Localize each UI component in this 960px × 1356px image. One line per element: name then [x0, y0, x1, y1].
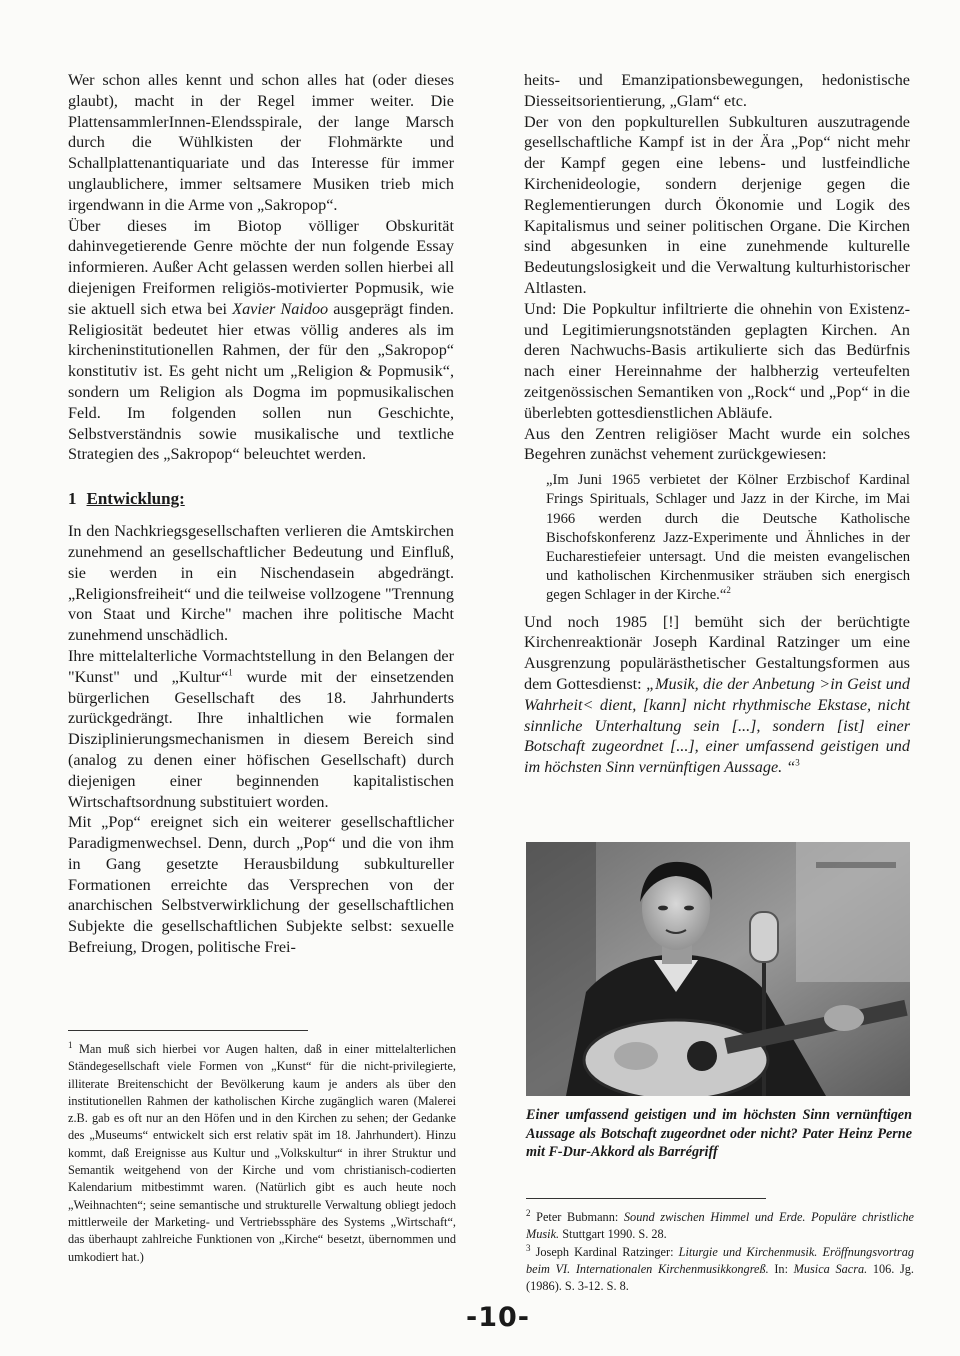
paragraph: In den Nachkriegsgesellschaften verlieren die Amtskirchen zunehmend an gesellschaftlicher Bedeutung und Einfluß, sie werden in ein Nischendasein abgedrängt. „Religionsfreiheit“ und die teilweise vollzogene "Trennung von Staat und Kirche" machen ihre politische Macht zunehmend unschädlich.	[68, 522, 454, 645]
footnotes-left	[68, 1030, 456, 1266]
paragraph: heits- und Emanzipationsbewegungen, hedonistische Diesseitsorientierung, „Glam“ etc.	[524, 71, 910, 110]
sound-hole-shape	[687, 1041, 717, 1071]
left-column	[68, 70, 454, 958]
artist-name: Xavier Naidoo	[232, 299, 329, 318]
quote-text: „Im Juni 1965 verbietet der Kölner Erzbischof Kardinal Frings Spirituals, Schlager und Jazz in der Kirche, im Mai 1966 werden durch die Deutsche Katholische Bischofskonferenz Jazz-Experimente und Ähnliches in der Eucharestiefeier untersagt. Und die meisten evangelischen und katholischen Kirchenmusiker sträuben sich energisch gegen Schlager in der Kirche.“	[546, 472, 910, 604]
text-span: Über dieses im Biotop völliger Obskurität dahinvegetierende Genre möchte der nun folgende Essay informieren. Außer Acht gelassen werden sollen hierbei all diejenigen Freiformen religiös-motivierter Popmusik, wie sie aktuell sich etwa bei	[68, 216, 454, 318]
photo-priest-with-guitar	[526, 842, 910, 1096]
text-span: Ihre mittelalterliche Vormachtstellung in den Belangen der "Kunst" und „Kultur“	[68, 646, 454, 686]
footnote-text: Peter Bubmann:	[530, 1210, 624, 1224]
section-number: 1	[68, 489, 77, 509]
paragraph: Und: Die Popkultur infiltrierte die ohnehin von Existenz- und Legitimierungsnotständen geplagten Kirchen. An deren Nachwuchs-Basis artikulierte sich das Bedürfnis nach einer Hereinnahme der halbherzig verteufelten zeitgenössischen Semantiken von „Rock“ und „Pop“ in die überlebten gottesdienstlichen Abläufe.	[524, 299, 910, 422]
footnote-number: 2	[526, 1207, 531, 1218]
text-span: Und noch 1985 [!] bemüht sich der berüchtigte Kirchenreaktionär Joseph Kardinal Ratzinger um eine Ausgrenzung populärästhetischer Gestaltungsformen aus dem Gottesdienst:	[524, 612, 910, 693]
right-column	[524, 70, 910, 778]
footnote-ref: 3	[795, 757, 800, 768]
paragraph	[68, 646, 454, 812]
journal-title: Musica Sacra.	[793, 1261, 868, 1276]
footnote-ref: 1	[228, 667, 233, 678]
lecture-title: Liturgie und Kirchenmusik. Eröffnungsvortrag beim VI. Internationalen Kirchenmusikkongreß.	[526, 1244, 914, 1276]
paragraph: Wer schon alles kennt und schon alles hat (oder dieses glaubt), macht in der Regel immer weiter. Die PlattensammlerInnen-Elendsspirale, der lange Marsch durch die Wühlkisten der Flohmärkte und Schallplattenantiquariate und das Interesse für immer unglaublichere, immer seltsamere Musiken trieb mich irgendwann in die Arme von „Sakropop“.	[68, 71, 454, 214]
text-span: wurde mit der einsetzenden bürgerlichen Gesellschaft des 18. Jahrhunderts zurückgedrängt. Ihre inhaltlichen wie formalen Disziplinierungsmechanismen in diesem Bereich sind (analog zu denen einer höfischen Gesellschaft) durch diejenigen einer beginnenden kapitalistischen Wirtschaftsordnung substituiert worden.	[68, 667, 454, 811]
footnote-ref: 2	[726, 585, 731, 596]
hand-shape	[824, 1005, 864, 1031]
footnote	[526, 1244, 914, 1296]
eye-shape	[658, 906, 668, 911]
footnote-divider	[526, 1198, 766, 1199]
section-title: Entwicklung:	[86, 489, 185, 509]
paragraph	[68, 216, 454, 466]
footnote-text: In:	[768, 1261, 794, 1276]
footnote-number: 1	[68, 1039, 73, 1050]
photo-illustration	[526, 842, 910, 1096]
paragraph: Mit „Pop“ ereignet sich ein weiterer gesellschaftlicher Paradigmenwechsel. Denn, durch „Pop“ und die von ihm in Gang gesetzte Herausbildung subkultureller Formationen erreichte das Versprechen von der anarchischen Selbstverwirklichung der gesellschaftlichen Subjekte die gesellschaftlichen Subjekte selbst: sexuelle Befreiung, Drogen, politische Frei-	[68, 813, 454, 957]
text-span: ausgeprägt finden. Religiosität bedeutet hier etwas völlig anderes als im kircheninstitutionellen Rahmen, der für den „Sakropop“ konstitutiv ist. Es geht nicht um „Religion & Popmusik“, sondern um Religion als Dogma im popmusikalischen Feld. Im folgenden sollen nun Geschichte, Selbstverständnis sowie musikalische und textliche Strategien des „Sakropop“ beleuchtet werden.	[68, 299, 454, 464]
book-title: Sound zwischen Himmel und Erde. Populäre christliche Musik.	[526, 1210, 914, 1242]
paragraph: Der von den popkulturellen Subkulturen auszutragende gesellschaftliche Kampf ist in der Ära „Pop“ nicht mehr der Kampf gegen eine lebens- und lustfeindliche Kirchenideologie, sondern derjenige gegen die Reglementierungen durch Ökonomie und Logik des Kapitalismus und seiner politischen Organe. Die Kirchen sind abgesunken in eine zunehmende kulturelle Bedeutungslosigkeit und die Verwaltung kulturhistorischer Altlasten.	[524, 112, 910, 297]
page-number: -10-	[466, 1302, 530, 1333]
footnote-divider	[68, 1030, 308, 1031]
paragraph: Aus den Zentren religiöser Macht wurde ein solches Begehren zunächst vehement zurückgewiesen:	[524, 424, 910, 464]
footnote	[526, 1209, 914, 1244]
section-heading	[68, 489, 454, 509]
eye-shape	[684, 906, 694, 911]
footnote-text: 106. Jg. (1986). S. 3-12. S. 8.	[526, 1261, 914, 1294]
footnotes-right	[526, 1198, 914, 1295]
footnote-number: 3	[526, 1242, 531, 1253]
footnote-text: Stuttgart 1990. S. 28.	[559, 1227, 667, 1242]
shelf-shape	[816, 862, 896, 868]
microphone-shape	[750, 912, 778, 962]
paragraph	[524, 612, 910, 778]
block-quote	[546, 471, 910, 605]
footnote-text: Man muß sich hierbei vor Augen halten, daß in einer mittelalterlichen Ständegesellschaft viele Formen von „Kunst“ für die nicht-privilegierte, illiterate Breitenschicht der Bevölkerung kaum je anders als über den institutionellen Rahmen der katholischen Kirche zugänglich waren (Malerei z.B. gab es oft nur an den Höfen und in den Kirchen zu sehen; der Gedanke des „Museums“ entwickelt sich erst relativ spät im 18. Jahrhundert). Hinzu kommt, daß Ereignisse aus Kultur und „Volkskultur“ in ihrer Struktur und Semantik weitgehend von der Kirche und vom christianisch-codierten Kalendarium mitbestimmt waren. (Natürlich gibt es auch heute noch „Weihnachten“; seine semantische und strukturelle Verwaltung obliegt jedoch mittlerweile der Marketing- und Vertriebssphäre des Systems „Wirtschaft“, das überhaupt zahlreiche Funktionen von „Kirche“ besetzt, übernommen und umkodiert hat.)	[68, 1042, 456, 1264]
hand-shape	[614, 1042, 658, 1070]
footnote	[68, 1041, 456, 1266]
ratzinger-quote: „Musik, die der Anbetung >in Geist und Wahrheit< dient, [kann] nicht rhythmische Ekstase, nicht sinnliche Unterhaltung sein [...], sondern [ist] einer Botschaft zugeordnet [...], einer umfassend geistigen und im höchsten Sinn vernünftigen Aussage. “	[524, 674, 910, 777]
guitar-body-shape	[584, 1020, 768, 1096]
footnote-text: Joseph Kardinal Ratzinger:	[530, 1244, 679, 1259]
photo-caption: Einer umfassend geistigen und im höchsten Sinn vernünftigen Aussage als Botschaft zugeordnet oder nicht? Pater Heinz Perne mit F-Dur-Akkord als Barrégriff	[526, 1107, 912, 1160]
